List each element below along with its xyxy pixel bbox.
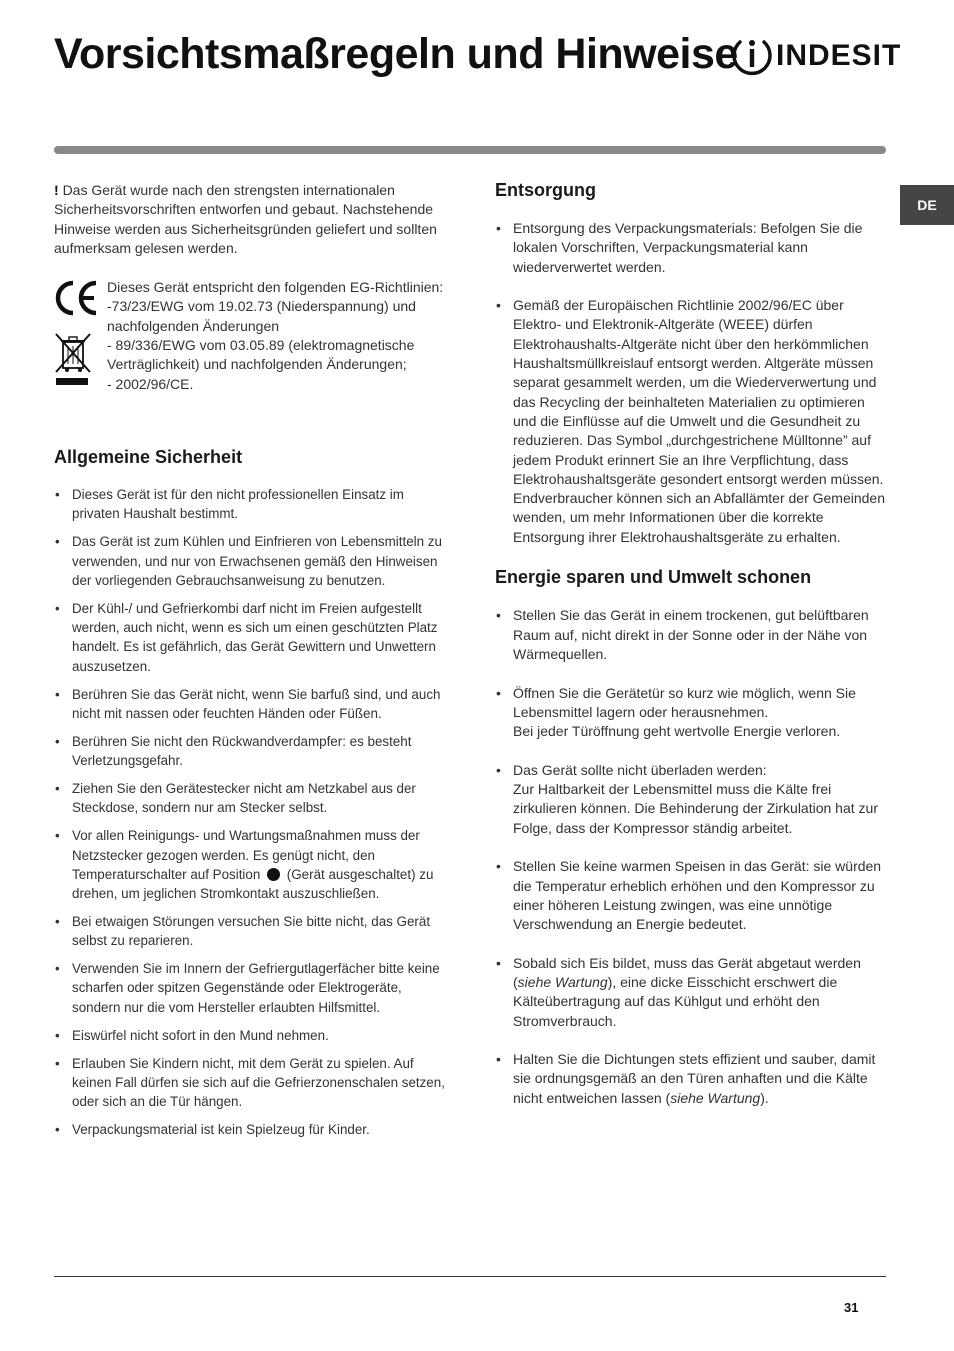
energy-text: Zur Haltbarkeit der Lebensmittel muss die Kälte frei zirkulieren können. Die Behinderung der Zirkulation hat zur Folge, dass der Kompressor ständig arbeitet. [513, 781, 878, 836]
brand-name: INDESIT [776, 39, 902, 72]
list-item [495, 954, 887, 1031]
energy-text: Bei jeder Türöffnung geht wertvolle Energie verloren. [513, 723, 841, 740]
list-item: • Das Gerät ist zum Kühlen und Einfrieren von Lebensmitteln zu verwenden, und nur von Erwachsenen gemäß den Hinweisen der vorliegenden Gebrauchsanweisung zu benutzen. [54, 532, 449, 590]
weee-text: • Gemäß der Europäischen Richtlinie 2002/96/EC über Elektro- und Elektronik-Altgeräte (WEEE) dürfen Elektrohaushalts-Altgeräte nicht über den herkömmlichen Haushaltsmüllkreislauf entsorgt werden. Altgeräte müssen separat gesammelt werden, um die Wiederverwertung und das Recycling der beinhalteten Materialien zu optimieren und die Einflüsse auf die Umwelt und die Gesundheit zu reduzieren. Das Symbol „durchgestrichene Mülltonne” auf jedem Produkt erinnert Sie an Ihre Verpflichtung, dass Elektrohaushaltsgeräte gesondert entsorgt werden müssen. [513, 297, 884, 487]
energy-text: • Öffnen Sie die Gerätetür so kurz wie möglich, wenn Sie Lebensmittel lagern oder herausnehmen. [513, 684, 856, 720]
ce-conformity-block [54, 278, 449, 408]
ce-line: - 2002/96/CE. [107, 375, 194, 392]
list-item: • Entsorgung des Verpackungsmaterials: Befolgen Sie die lokalen Vorschriften, Verpackungsmaterial kann wiederverwertet werden. [495, 219, 887, 277]
weee-text: Endverbraucher können sich an Abfallämter der Gemeinden wenden, um mehr Informationen über die korrekte Entsorgung ihrer Elektrohaushaltsgeräte zu erhalten. [513, 490, 885, 545]
list-item: • Verwenden Sie im Innern der Gefriergutlagerfächer bitte keine scharfen oder spitzen Gegenstände oder Elektrogeräte, sondern nur die vom Hersteller erlaubten Hilfsmittel. [54, 959, 449, 1017]
list-item: • Der Kühl-/ und Gefrierkombi darf nicht im Freien aufgestellt werden, auch nicht, wenn es sich um einen geschützten Platz handelt. Es ist gefährlich, das Gerät Gewittern und Unwettern auszusetzen. [54, 599, 449, 676]
energy-text: Halten Sie die Dichtungen stets effizient und sauber, damit sie ordnungsgemäß an den Türen anhaften und die Kälte nicht entweichen lassen ( [513, 1051, 876, 1106]
crossed-bin-icon [54, 332, 94, 388]
indesit-logo-icon [726, 34, 778, 78]
cross-reference: siehe Wartung [670, 1089, 761, 1106]
ce-line: Dieses Gerät entspricht den folgenden EG-Richtlinien: [107, 279, 444, 296]
cross-reference: siehe Wartung [517, 973, 608, 990]
energy-text: Sobald sich Eis bildet, muss das Gerät abgetaut werden ( [513, 954, 861, 990]
header-rule [54, 146, 886, 154]
list-item [495, 1050, 887, 1108]
page-title: Vorsichtsmaßregeln und Hinweise [54, 30, 738, 78]
energy-list [495, 606, 887, 1108]
list-item [54, 826, 449, 903]
off-position-icon [267, 868, 280, 881]
list-item: • Verpackungsmaterial ist kein Spielzeug für Kinder. [54, 1120, 449, 1139]
right-column [495, 179, 887, 1127]
list-item: • Berühren Sie nicht den Rückwandverdampfer: es besteht Verletzungsgefahr. [54, 732, 449, 771]
footer-rule [54, 1276, 886, 1277]
list-item: • Erlauben Sie Kindern nicht, mit dem Gerät zu spielen. Auf keinen Fall dürfen sie sich auf die Gefrierzonenschalen setzen, oder sich an die Tür hängen. [54, 1054, 449, 1112]
list-item [495, 761, 887, 838]
energy-heading: Energie sparen und Umwelt schonen [495, 567, 812, 588]
list-item: • Eiswürfel nicht sofort in den Mund nehmen. [54, 1026, 449, 1045]
disposal-list [495, 219, 887, 547]
maintenance-text: (Gerät ausgeschaltet) zu drehen, um jeglichen Stromkontakt auszuschließen. [72, 866, 434, 902]
list-item: • Berühren Sie das Gerät nicht, wenn Sie barfuß sind, und auch nicht mit nassen oder feuchten Händen oder Füßen. [54, 685, 449, 724]
maintenance-text: Vor allen Reinigungs- und Wartungsmaßnahmen muss der Netzstecker gezogen werden. Es genügt nicht, den Temperaturschalter auf Position [72, 828, 420, 882]
safety-list [54, 485, 449, 1139]
ce-line: -73/23/EWG vom 19.02.73 (Niederspannung) und nachfolgenden Änderungen [107, 298, 416, 334]
intro-paragraph [54, 181, 449, 258]
intro-text: Das Gerät wurde nach den strengsten internationalen Sicherheitsvorschriften entworfen und gebaut. Nachstehende Hinweise werden aus Sicherheitsgründen geliefert und sollten aufmerksam gelesen werden. [54, 182, 437, 256]
ce-line: - 89/336/EWG vom 03.05.89 (elektromagnetische Verträglichkeit) und nachfolgenden Änderungen; [107, 337, 415, 373]
disposal-heading: Entsorgung [495, 180, 596, 200]
left-column [54, 181, 449, 1148]
energy-text: • Das Gerät sollte nicht überladen werden: [513, 761, 767, 778]
safety-heading: Allgemeine Sicherheit [54, 447, 243, 468]
list-item [495, 296, 887, 547]
list-item: • Stellen Sie das Gerät in einem trockenen, gut belüftbaren Raum auf, nicht direkt in der Sonne oder in der Nähe von Wärmequellen. [495, 606, 887, 664]
list-item [495, 684, 887, 742]
warning-mark: ! [54, 182, 59, 198]
list-item: • Ziehen Sie den Gerätestecker nicht am Netzkabel aus der Steckdose, sondern nur am Stecker selbst. [54, 779, 449, 818]
energy-text: ), eine dicke Eisschicht erschwert die Kälteübertragung auf das Kühlgut und erhöht den Stromverbrauch. [513, 973, 838, 1029]
list-item: • Dieses Gerät ist für den nicht professionellen Einsatz im privaten Haushalt bestimmt. [54, 485, 449, 524]
brand-logo [726, 34, 901, 78]
ce-directives-text [107, 278, 449, 394]
list-item: • Stellen Sie keine warmen Speisen in das Gerät: sie würden die Temperatur erheblich erhöhen und den Kompressor zu einer höheren Leistung zwingen, was eine unnötige Verschwendung an Energie bedeutet. [495, 857, 887, 934]
language-tab[interactable]: DE [900, 185, 954, 225]
ce-mark-icon [54, 278, 100, 318]
energy-text: ). [760, 1089, 769, 1106]
page-number: 31 [844, 1300, 859, 1315]
list-item: • Bei etwaigen Störungen versuchen Sie bitte nicht, das Gerät selbst zu reparieren. [54, 912, 449, 951]
